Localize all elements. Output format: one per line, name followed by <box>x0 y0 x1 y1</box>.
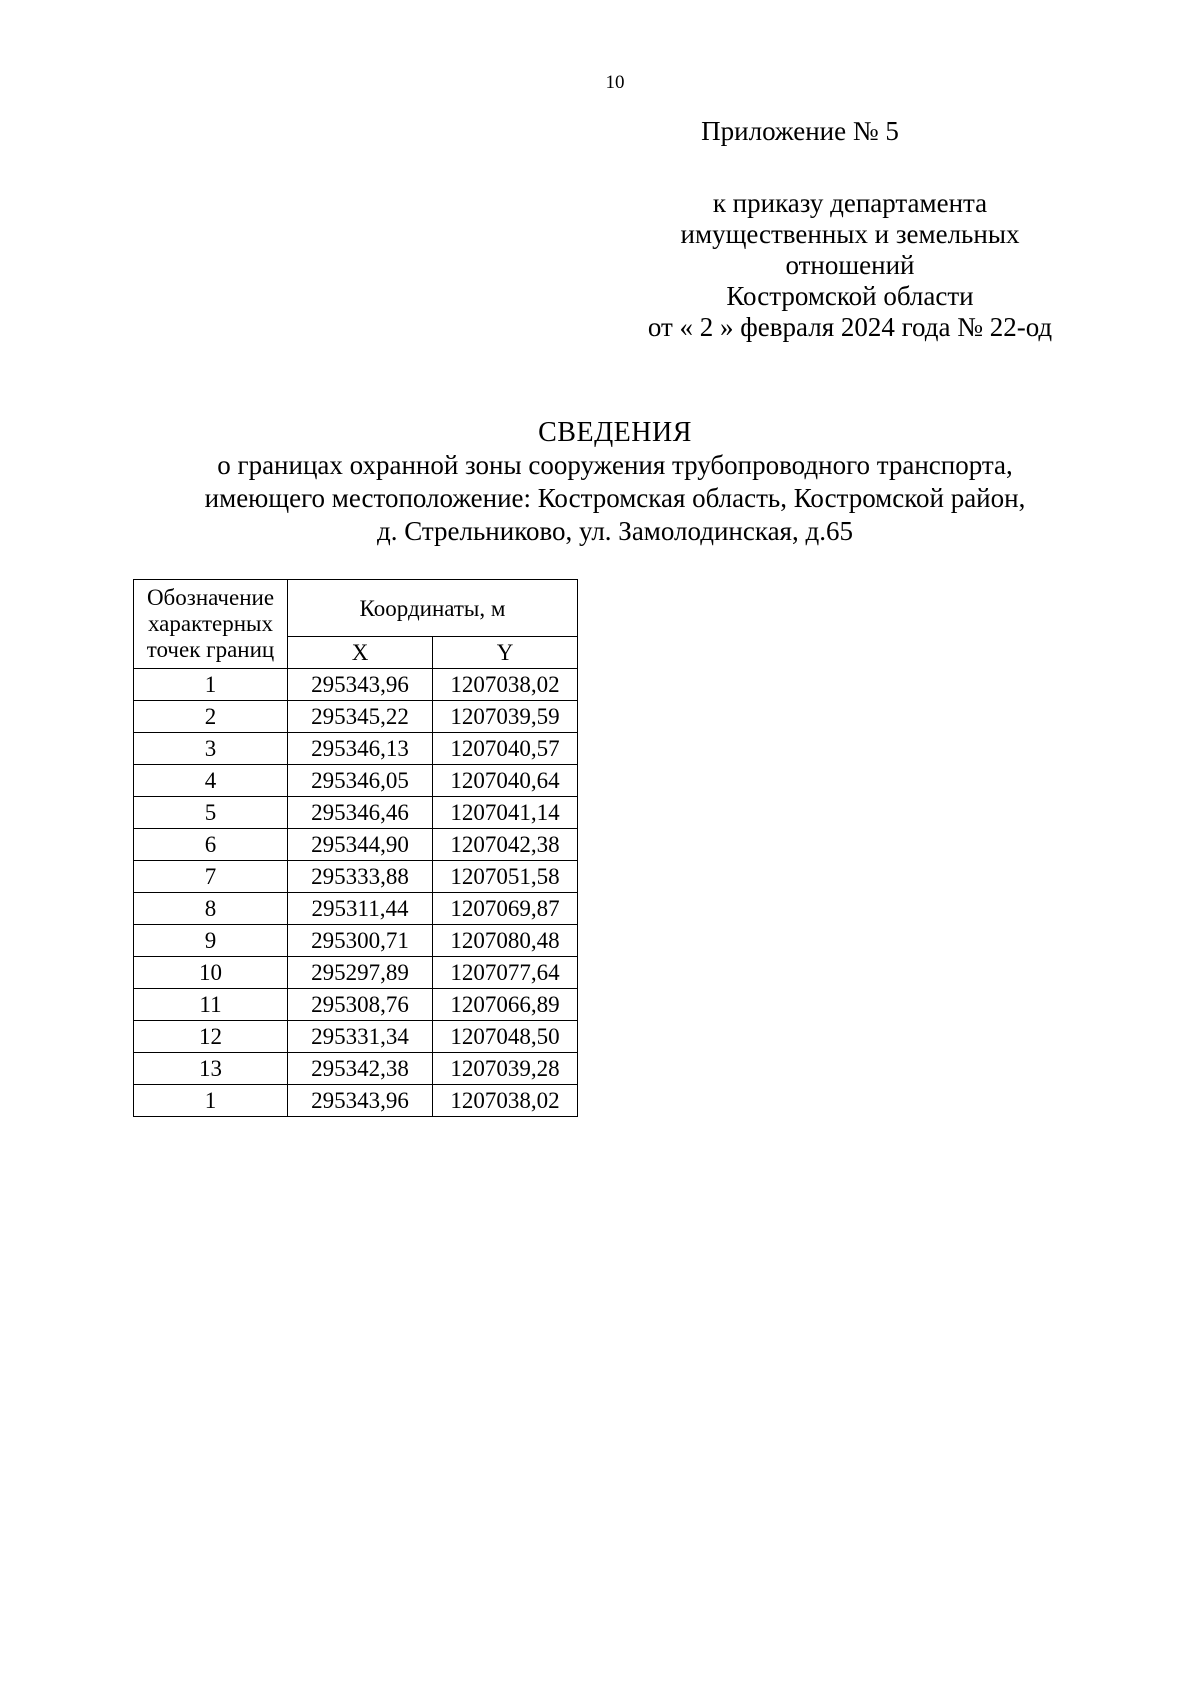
y-coordinate-cell: 1207042,38 <box>433 829 578 861</box>
point-cell: 11 <box>134 989 288 1021</box>
x-coordinate-cell: 295308,76 <box>288 989 433 1021</box>
y-coordinate-cell: 1207039,59 <box>433 701 578 733</box>
designation-header <box>134 580 288 669</box>
appendix-line: к приказу департамента <box>712 188 988 218</box>
point-cell: 9 <box>134 925 288 957</box>
table-row <box>134 1085 578 1117</box>
designation-header-line: характерных <box>147 611 273 636</box>
x-coordinate-cell: 295346,13 <box>288 733 433 765</box>
x-coordinate-cell: 295346,46 <box>288 797 433 829</box>
point-cell: 1 <box>134 1085 288 1117</box>
y-column-header: Y <box>433 637 578 669</box>
point-cell: 8 <box>134 893 288 925</box>
point-cell: 1 <box>134 669 288 701</box>
coordinates-table <box>133 579 578 1117</box>
y-coordinate-cell: 1207040,64 <box>433 765 578 797</box>
designation-header-line: точек границ <box>146 637 275 662</box>
x-coordinate-cell: 295297,89 <box>288 957 433 989</box>
point-cell: 7 <box>134 861 288 893</box>
point-cell: 2 <box>134 701 288 733</box>
y-coordinate-cell: 1207069,87 <box>433 893 578 925</box>
document-subtitle-line: имеющего местоположение: Костромская область, Костромской район, <box>204 483 1026 513</box>
page-number: 10 <box>605 72 625 93</box>
appendix-line: имущественных и земельных <box>680 219 1020 249</box>
y-coordinate-cell: 1207038,02 <box>433 669 578 701</box>
appendix-title: Приложение № 5 <box>701 116 899 146</box>
y-coordinate-cell: 1207077,64 <box>433 957 578 989</box>
document-subtitle-line: о границах охранной зоны сооружения трубопроводного транспорта, <box>217 450 1013 480</box>
document-title: СВЕДЕНИЯ <box>538 417 692 448</box>
table-row <box>134 1021 578 1053</box>
appendix-line: отношений <box>785 250 915 280</box>
x-coordinate-cell: 295331,34 <box>288 1021 433 1053</box>
x-coordinate-cell: 295344,90 <box>288 829 433 861</box>
point-cell: 10 <box>134 957 288 989</box>
table-header-row <box>134 580 578 637</box>
y-coordinate-cell: 1207048,50 <box>433 1021 578 1053</box>
x-coordinate-cell: 295345,22 <box>288 701 433 733</box>
point-cell: 6 <box>134 829 288 861</box>
x-coordinate-cell: 295342,38 <box>288 1053 433 1085</box>
table-row <box>134 957 578 989</box>
table-row <box>134 989 578 1021</box>
x-coordinate-cell: 295343,96 <box>288 669 433 701</box>
table-row <box>134 733 578 765</box>
point-cell: 5 <box>134 797 288 829</box>
coordinates-header: Координаты, м <box>288 580 578 637</box>
x-column-header: X <box>288 637 433 669</box>
table-row <box>134 669 578 701</box>
table-row <box>134 893 578 925</box>
table-row <box>134 765 578 797</box>
appendix-line: от « 2 » февраля 2024 года № 22-од <box>647 312 1053 342</box>
document-heading <box>0 416 1200 548</box>
x-coordinate-cell: 295333,88 <box>288 861 433 893</box>
table-row <box>134 797 578 829</box>
designation-header-line: Обозначение <box>146 585 275 610</box>
y-coordinate-cell: 1207040,57 <box>433 733 578 765</box>
point-cell: 12 <box>134 1021 288 1053</box>
y-coordinate-cell: 1207051,58 <box>433 861 578 893</box>
point-cell: 3 <box>134 733 288 765</box>
appendix-reference <box>620 188 1080 343</box>
x-coordinate-cell: 295311,44 <box>288 893 433 925</box>
table-row <box>134 1053 578 1085</box>
table-row <box>134 861 578 893</box>
point-cell: 13 <box>134 1053 288 1085</box>
table-body <box>134 669 578 1117</box>
appendix-line: Костромской области <box>726 281 974 311</box>
y-coordinate-cell: 1207066,89 <box>433 989 578 1021</box>
table-row <box>134 701 578 733</box>
y-coordinate-cell: 1207041,14 <box>433 797 578 829</box>
y-coordinate-cell: 1207038,02 <box>433 1085 578 1117</box>
x-coordinate-cell: 295300,71 <box>288 925 433 957</box>
x-coordinate-cell: 295343,96 <box>288 1085 433 1117</box>
y-coordinate-cell: 1207039,28 <box>433 1053 578 1085</box>
document-subtitle-line: д. Стрельниково, ул. Замолодинская, д.65 <box>377 516 853 546</box>
point-cell: 4 <box>134 765 288 797</box>
table-row <box>134 925 578 957</box>
table-row <box>134 829 578 861</box>
y-coordinate-cell: 1207080,48 <box>433 925 578 957</box>
x-coordinate-cell: 295346,05 <box>288 765 433 797</box>
